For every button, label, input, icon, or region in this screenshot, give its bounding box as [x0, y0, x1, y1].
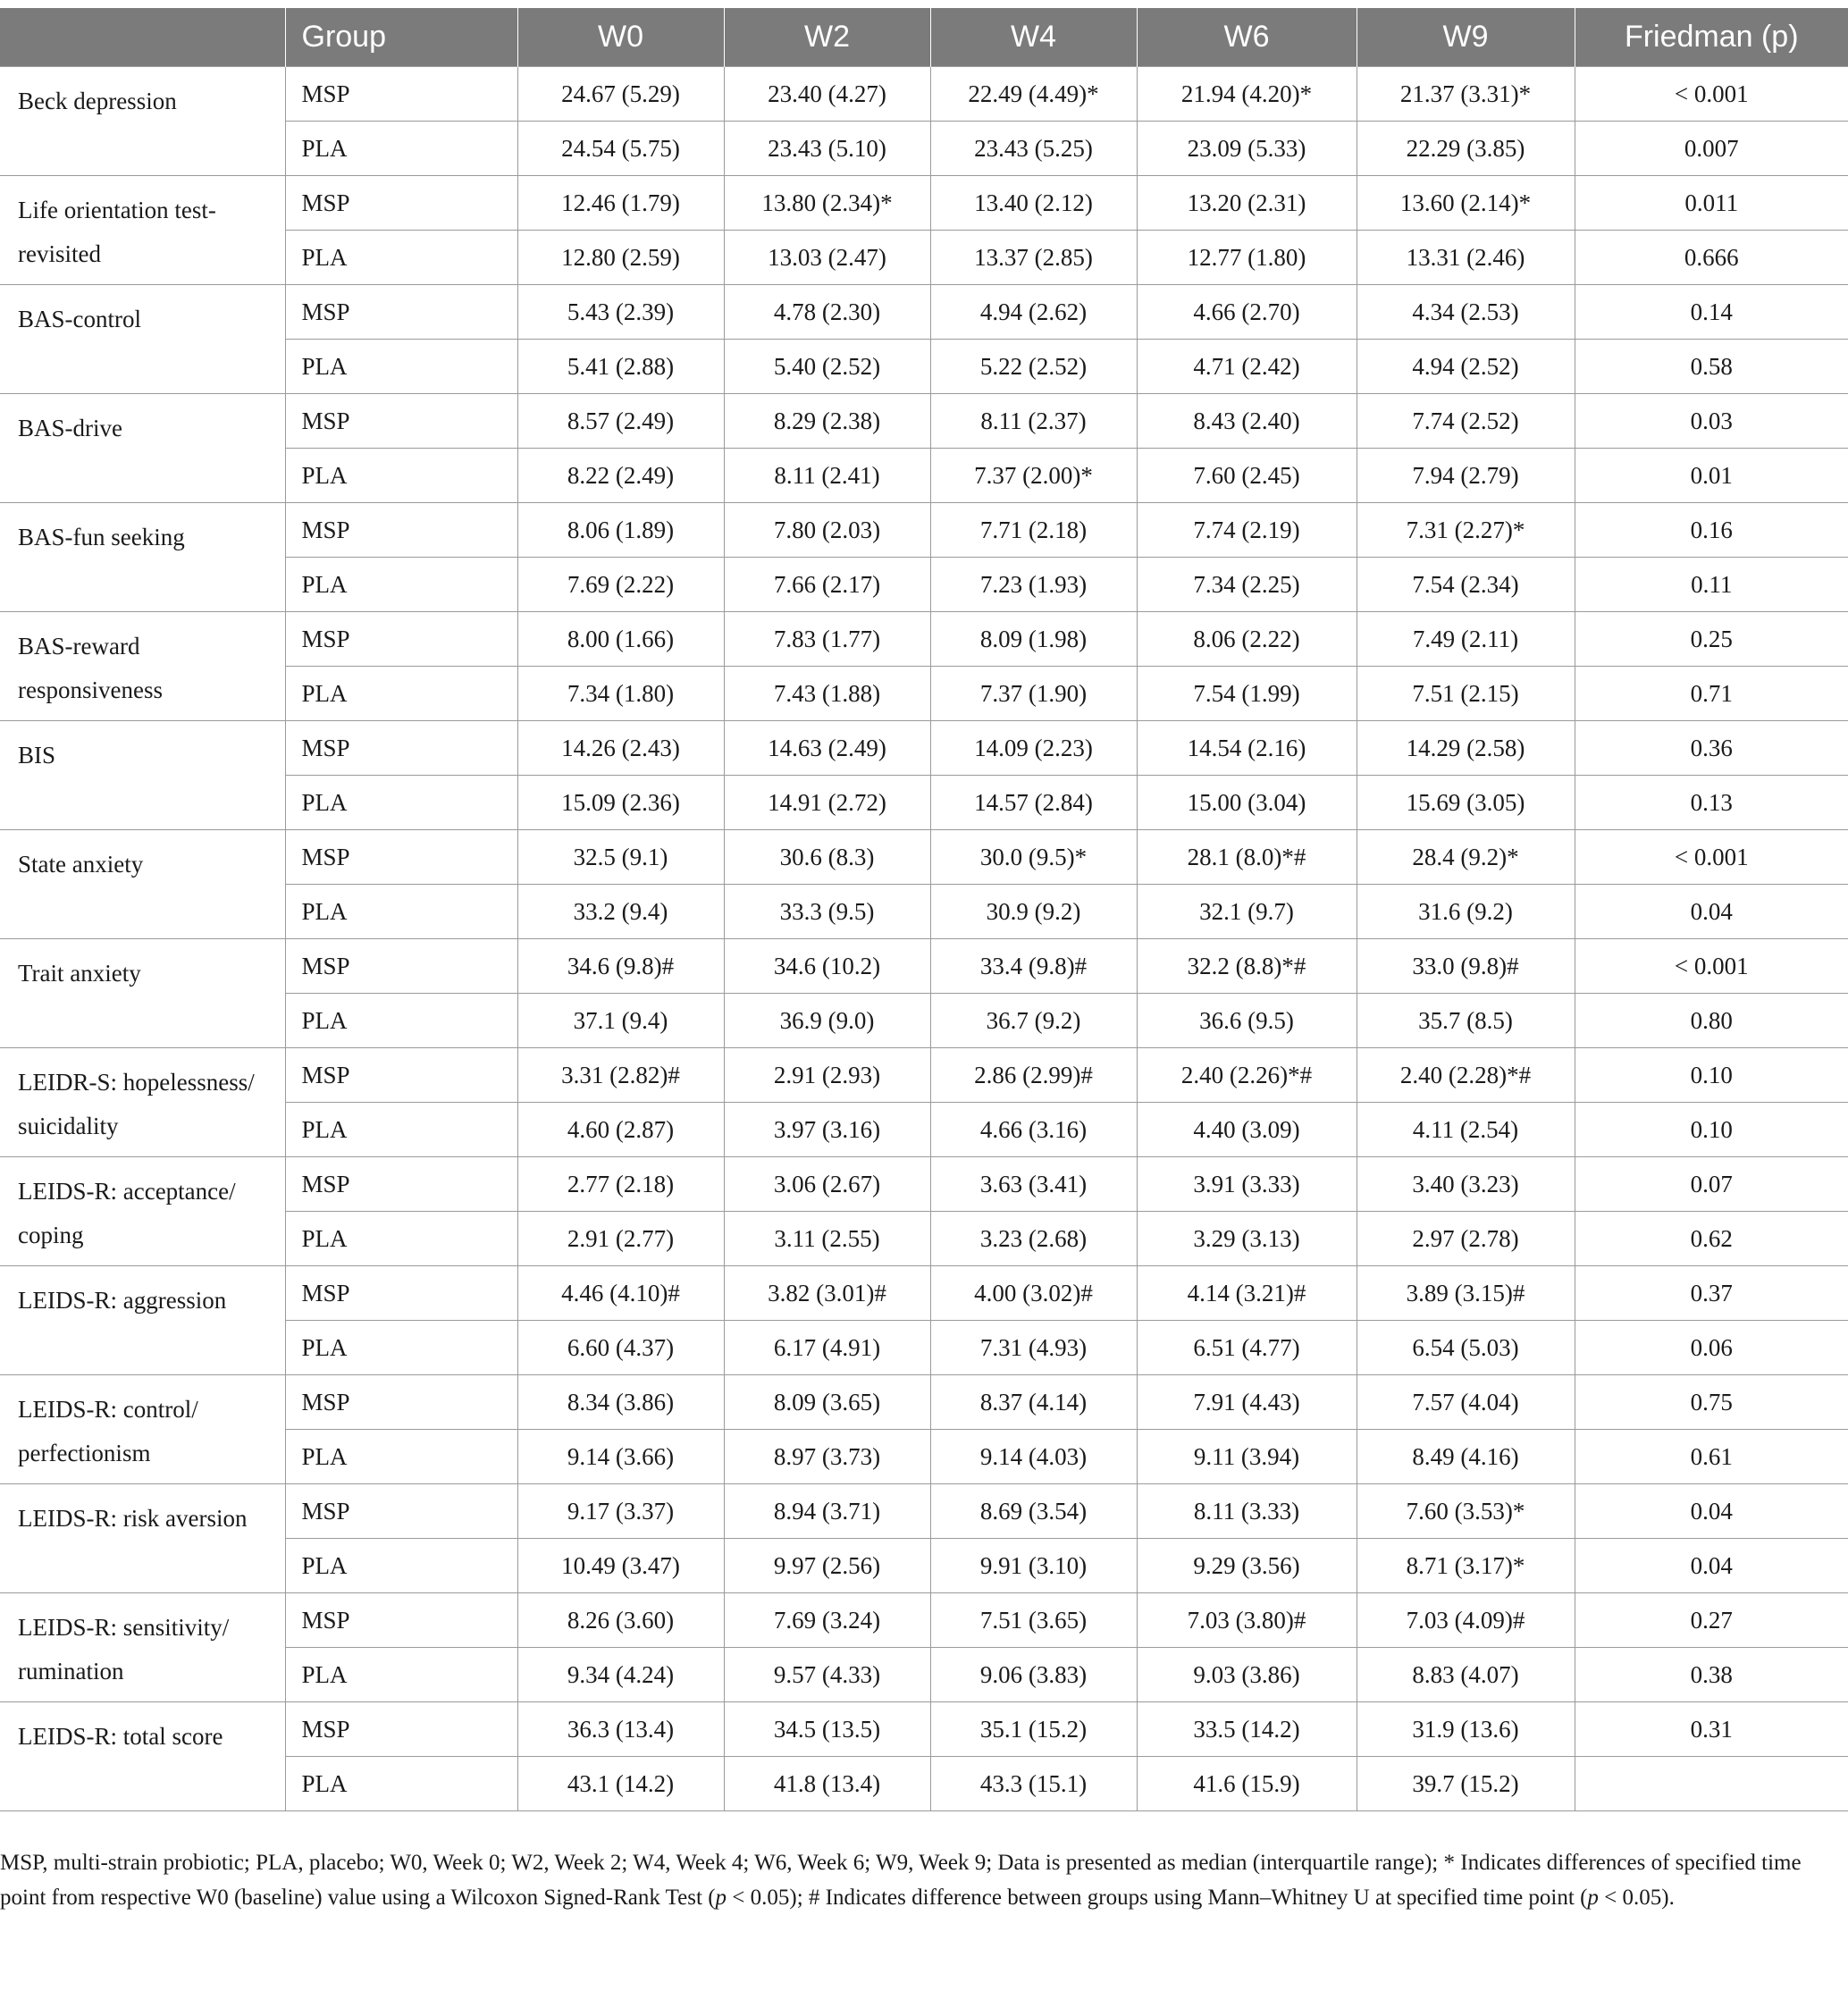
friedman-p-cell: 0.71 — [1575, 667, 1848, 721]
table-row — [0, 67, 1848, 122]
table-row — [0, 612, 1848, 667]
footnote-p-symbol-1: p — [715, 1886, 727, 1910]
value-cell: 8.34 (3.86) — [517, 1375, 724, 1430]
table-row — [0, 285, 1848, 340]
value-cell: 12.46 (1.79) — [517, 176, 724, 231]
value-cell: 7.43 (1.88) — [724, 667, 930, 721]
value-cell: 3.40 (3.23) — [1357, 1157, 1575, 1212]
value-cell: 3.29 (3.13) — [1137, 1212, 1357, 1266]
header-friedman: Friedman (p) — [1575, 8, 1848, 67]
group-label: PLA — [285, 1321, 517, 1375]
group-label: MSP — [285, 394, 517, 449]
group-label: PLA — [285, 776, 517, 830]
value-cell: 2.40 (2.28)*# — [1357, 1048, 1575, 1103]
measure-name: LEIDR-S: hopelessness/ suicidality — [0, 1048, 285, 1157]
value-cell: 14.57 (2.84) — [930, 776, 1137, 830]
friedman-p-cell: 0.13 — [1575, 776, 1848, 830]
group-label: MSP — [285, 1593, 517, 1648]
value-cell: 28.4 (9.2)* — [1357, 830, 1575, 885]
value-cell: 24.54 (5.75) — [517, 122, 724, 176]
friedman-p-cell: 0.31 — [1575, 1702, 1848, 1757]
group-label: MSP — [285, 721, 517, 776]
measure-name: Life orientation test-revisited — [0, 176, 285, 285]
table-row — [0, 1484, 1848, 1539]
value-cell: 7.31 (4.93) — [930, 1321, 1137, 1375]
header-row — [0, 8, 1848, 67]
value-cell: 3.82 (3.01)# — [724, 1266, 930, 1321]
value-cell: 34.6 (10.2) — [724, 939, 930, 994]
footnote-p-symbol-2: p — [1587, 1886, 1599, 1910]
value-cell: 6.17 (4.91) — [724, 1321, 930, 1375]
results-table — [0, 8, 1848, 1811]
friedman-p-cell: 0.27 — [1575, 1593, 1848, 1648]
value-cell: 8.11 (2.41) — [724, 449, 930, 503]
value-cell: 14.91 (2.72) — [724, 776, 930, 830]
value-cell: 8.37 (4.14) — [930, 1375, 1137, 1430]
group-label: PLA — [285, 1212, 517, 1266]
table-row — [0, 1593, 1848, 1648]
measure-name: BAS-fun seeking — [0, 503, 285, 612]
value-cell: 2.77 (2.18) — [517, 1157, 724, 1212]
value-cell: 8.29 (2.38) — [724, 394, 930, 449]
value-cell: 13.80 (2.34)* — [724, 176, 930, 231]
friedman-p-cell: 0.36 — [1575, 721, 1848, 776]
table-body — [0, 67, 1848, 1811]
value-cell: 32.2 (8.8)*# — [1137, 939, 1357, 994]
value-cell: 6.51 (4.77) — [1137, 1321, 1357, 1375]
value-cell: 41.6 (15.9) — [1137, 1757, 1357, 1811]
value-cell: 9.57 (4.33) — [724, 1648, 930, 1702]
group-label: MSP — [285, 1048, 517, 1103]
group-label: PLA — [285, 1539, 517, 1593]
value-cell: 31.6 (9.2) — [1357, 885, 1575, 939]
value-cell: 35.7 (8.5) — [1357, 994, 1575, 1048]
value-cell: 2.40 (2.26)*# — [1137, 1048, 1357, 1103]
group-label: PLA — [285, 1103, 517, 1157]
table-row — [0, 176, 1848, 231]
measure-name: LEIDS-R: aggression — [0, 1266, 285, 1375]
group-label: MSP — [285, 830, 517, 885]
measure-name: LEIDS-R: control/ perfectionism — [0, 1375, 285, 1484]
value-cell: 36.3 (13.4) — [517, 1702, 724, 1757]
measure-name: BAS-reward responsiveness — [0, 612, 285, 721]
value-cell: 8.22 (2.49) — [517, 449, 724, 503]
value-cell: 3.11 (2.55) — [724, 1212, 930, 1266]
friedman-p-cell: 0.07 — [1575, 1157, 1848, 1212]
value-cell: 8.57 (2.49) — [517, 394, 724, 449]
value-cell: 7.91 (4.43) — [1137, 1375, 1357, 1430]
value-cell: 9.97 (2.56) — [724, 1539, 930, 1593]
value-cell: 36.6 (9.5) — [1137, 994, 1357, 1048]
value-cell: 7.34 (1.80) — [517, 667, 724, 721]
value-cell: 7.83 (1.77) — [724, 612, 930, 667]
value-cell: 7.03 (4.09)# — [1357, 1593, 1575, 1648]
measure-name: LEIDS-R: sensitivity/ rumination — [0, 1593, 285, 1702]
value-cell: 2.97 (2.78) — [1357, 1212, 1575, 1266]
table-row — [0, 1375, 1848, 1430]
value-cell: 4.60 (2.87) — [517, 1103, 724, 1157]
footnote-text-1: MSP, multi-strain probiotic; PLA, placebo; W0, Week 0; W2, Week 2; W4, Week 4; W6, Week 6; W9, Week 9; Data is presented as median (interquartile range); * Indicates differences of specified time point from respective W0 (baseline) value using a Wilcoxon Signed-Rank Test ( — [0, 1851, 1802, 1910]
group-label: MSP — [285, 1375, 517, 1430]
group-label: PLA — [285, 1757, 517, 1811]
table-row — [0, 1048, 1848, 1103]
value-cell: 3.31 (2.82)# — [517, 1048, 724, 1103]
value-cell: 2.91 (2.93) — [724, 1048, 930, 1103]
value-cell: 8.11 (2.37) — [930, 394, 1137, 449]
value-cell: 33.5 (14.2) — [1137, 1702, 1357, 1757]
value-cell: 35.1 (15.2) — [930, 1702, 1137, 1757]
value-cell: 12.80 (2.59) — [517, 231, 724, 285]
value-cell: 4.78 (2.30) — [724, 285, 930, 340]
value-cell: 8.09 (1.98) — [930, 612, 1137, 667]
value-cell: 2.91 (2.77) — [517, 1212, 724, 1266]
friedman-p-cell: 0.58 — [1575, 340, 1848, 394]
header-w0: W0 — [517, 8, 724, 67]
value-cell: 3.97 (3.16) — [724, 1103, 930, 1157]
measure-name: LEIDS-R: acceptance/ coping — [0, 1157, 285, 1266]
value-cell: 8.69 (3.54) — [930, 1484, 1137, 1539]
value-cell: 33.3 (9.5) — [724, 885, 930, 939]
measure-name: BAS-control — [0, 285, 285, 394]
friedman-p-cell: 0.666 — [1575, 231, 1848, 285]
measure-name: LEIDS-R: total score — [0, 1702, 285, 1811]
value-cell: 7.51 (3.65) — [930, 1593, 1137, 1648]
value-cell: 32.1 (9.7) — [1137, 885, 1357, 939]
group-label: PLA — [285, 994, 517, 1048]
value-cell: 13.40 (2.12) — [930, 176, 1137, 231]
value-cell: 8.43 (2.40) — [1137, 394, 1357, 449]
value-cell: 43.1 (14.2) — [517, 1757, 724, 1811]
value-cell: 23.43 (5.25) — [930, 122, 1137, 176]
value-cell: 14.09 (2.23) — [930, 721, 1137, 776]
value-cell: 28.1 (8.0)*# — [1137, 830, 1357, 885]
header-measure — [0, 8, 285, 67]
value-cell: 7.66 (2.17) — [724, 558, 930, 612]
footnote-text-2: < 0.05); # Indicates difference between groups using Mann–Whitney U at specified time point ( — [727, 1886, 1588, 1910]
value-cell: 30.9 (9.2) — [930, 885, 1137, 939]
value-cell: 21.94 (4.20)* — [1137, 67, 1357, 122]
friedman-p-cell: 0.16 — [1575, 503, 1848, 558]
value-cell: 14.29 (2.58) — [1357, 721, 1575, 776]
friedman-p-cell: 0.007 — [1575, 122, 1848, 176]
value-cell: 4.94 (2.52) — [1357, 340, 1575, 394]
value-cell: 7.51 (2.15) — [1357, 667, 1575, 721]
value-cell: 5.43 (2.39) — [517, 285, 724, 340]
value-cell: 7.74 (2.52) — [1357, 394, 1575, 449]
value-cell: 8.94 (3.71) — [724, 1484, 930, 1539]
table-row — [0, 721, 1848, 776]
table-row — [0, 830, 1848, 885]
value-cell: 7.71 (2.18) — [930, 503, 1137, 558]
group-label: MSP — [285, 1702, 517, 1757]
value-cell: 6.60 (4.37) — [517, 1321, 724, 1375]
value-cell: 8.83 (4.07) — [1357, 1648, 1575, 1702]
value-cell: 7.69 (3.24) — [724, 1593, 930, 1648]
group-label: MSP — [285, 176, 517, 231]
friedman-p-cell: 0.37 — [1575, 1266, 1848, 1321]
measure-name: LEIDS-R: risk aversion — [0, 1484, 285, 1593]
value-cell: 36.9 (9.0) — [724, 994, 930, 1048]
value-cell: 34.6 (9.8)# — [517, 939, 724, 994]
header-w9: W9 — [1357, 8, 1575, 67]
value-cell: 13.03 (2.47) — [724, 231, 930, 285]
value-cell: 39.7 (15.2) — [1357, 1757, 1575, 1811]
value-cell: 34.5 (13.5) — [724, 1702, 930, 1757]
value-cell: 15.00 (3.04) — [1137, 776, 1357, 830]
value-cell: 13.20 (2.31) — [1137, 176, 1357, 231]
table-row — [0, 503, 1848, 558]
value-cell: 24.67 (5.29) — [517, 67, 724, 122]
friedman-p-cell: < 0.001 — [1575, 830, 1848, 885]
value-cell: 22.29 (3.85) — [1357, 122, 1575, 176]
value-cell: 7.94 (2.79) — [1357, 449, 1575, 503]
table-row — [0, 1702, 1848, 1757]
value-cell: 3.23 (2.68) — [930, 1212, 1137, 1266]
group-label: PLA — [285, 558, 517, 612]
value-cell: 4.00 (3.02)# — [930, 1266, 1137, 1321]
value-cell: 15.09 (2.36) — [517, 776, 724, 830]
value-cell: 7.23 (1.93) — [930, 558, 1137, 612]
value-cell: 8.49 (4.16) — [1357, 1430, 1575, 1484]
group-label: MSP — [285, 67, 517, 122]
header-w6: W6 — [1137, 8, 1357, 67]
value-cell: 9.91 (3.10) — [930, 1539, 1137, 1593]
group-label: PLA — [285, 449, 517, 503]
group-label: PLA — [285, 231, 517, 285]
value-cell: 5.41 (2.88) — [517, 340, 724, 394]
group-label: MSP — [285, 1157, 517, 1212]
value-cell: 9.34 (4.24) — [517, 1648, 724, 1702]
header-w2: W2 — [724, 8, 930, 67]
value-cell: 6.54 (5.03) — [1357, 1321, 1575, 1375]
group-label: MSP — [285, 285, 517, 340]
value-cell: 21.37 (3.31)* — [1357, 67, 1575, 122]
friedman-p-cell — [1575, 1757, 1848, 1811]
header-w4: W4 — [930, 8, 1137, 67]
value-cell: 9.03 (3.86) — [1137, 1648, 1357, 1702]
friedman-p-cell: < 0.001 — [1575, 939, 1848, 994]
value-cell: 23.43 (5.10) — [724, 122, 930, 176]
group-label: PLA — [285, 340, 517, 394]
value-cell: 30.6 (8.3) — [724, 830, 930, 885]
group-label: PLA — [285, 667, 517, 721]
table-footnote — [0, 1845, 1841, 1915]
value-cell: 33.2 (9.4) — [517, 885, 724, 939]
measure-name: State anxiety — [0, 830, 285, 939]
value-cell: 8.00 (1.66) — [517, 612, 724, 667]
value-cell: 3.63 (3.41) — [930, 1157, 1137, 1212]
value-cell: 9.06 (3.83) — [930, 1648, 1137, 1702]
value-cell: 23.09 (5.33) — [1137, 122, 1357, 176]
value-cell: 7.49 (2.11) — [1357, 612, 1575, 667]
value-cell: 13.31 (2.46) — [1357, 231, 1575, 285]
group-label: MSP — [285, 1484, 517, 1539]
value-cell: 14.54 (2.16) — [1137, 721, 1357, 776]
value-cell: 31.9 (13.6) — [1357, 1702, 1575, 1757]
value-cell: 7.54 (1.99) — [1137, 667, 1357, 721]
header-group: Group — [285, 8, 517, 67]
value-cell: 9.17 (3.37) — [517, 1484, 724, 1539]
value-cell: 7.31 (2.27)* — [1357, 503, 1575, 558]
value-cell: 5.40 (2.52) — [724, 340, 930, 394]
group-label: PLA — [285, 1430, 517, 1484]
value-cell: 9.11 (3.94) — [1137, 1430, 1357, 1484]
friedman-p-cell: 0.06 — [1575, 1321, 1848, 1375]
friedman-p-cell: 0.10 — [1575, 1103, 1848, 1157]
friedman-p-cell: 0.80 — [1575, 994, 1848, 1048]
measure-name: BAS-drive — [0, 394, 285, 503]
value-cell: 43.3 (15.1) — [930, 1757, 1137, 1811]
friedman-p-cell: 0.04 — [1575, 1539, 1848, 1593]
value-cell: 4.66 (3.16) — [930, 1103, 1137, 1157]
value-cell: 2.86 (2.99)# — [930, 1048, 1137, 1103]
value-cell: 4.46 (4.10)# — [517, 1266, 724, 1321]
value-cell: 7.57 (4.04) — [1357, 1375, 1575, 1430]
friedman-p-cell: 0.38 — [1575, 1648, 1848, 1702]
value-cell: 37.1 (9.4) — [517, 994, 724, 1048]
value-cell: 8.11 (3.33) — [1137, 1484, 1357, 1539]
friedman-p-cell: 0.25 — [1575, 612, 1848, 667]
value-cell: 9.14 (3.66) — [517, 1430, 724, 1484]
friedman-p-cell: 0.03 — [1575, 394, 1848, 449]
friedman-p-cell: 0.011 — [1575, 176, 1848, 231]
value-cell: 4.40 (3.09) — [1137, 1103, 1357, 1157]
value-cell: 7.37 (2.00)* — [930, 449, 1137, 503]
value-cell: 4.14 (3.21)# — [1137, 1266, 1357, 1321]
value-cell: 33.0 (9.8)# — [1357, 939, 1575, 994]
group-label: MSP — [285, 503, 517, 558]
friedman-p-cell: 0.10 — [1575, 1048, 1848, 1103]
table-row — [0, 1266, 1848, 1321]
group-label: MSP — [285, 612, 517, 667]
value-cell: 7.54 (2.34) — [1357, 558, 1575, 612]
value-cell: 3.89 (3.15)# — [1357, 1266, 1575, 1321]
value-cell: 15.69 (3.05) — [1357, 776, 1575, 830]
table-row — [0, 394, 1848, 449]
value-cell: 7.69 (2.22) — [517, 558, 724, 612]
friedman-p-cell: 0.75 — [1575, 1375, 1848, 1430]
group-label: MSP — [285, 1266, 517, 1321]
group-label: MSP — [285, 939, 517, 994]
value-cell: 4.66 (2.70) — [1137, 285, 1357, 340]
value-cell: 3.91 (3.33) — [1137, 1157, 1357, 1212]
value-cell: 4.34 (2.53) — [1357, 285, 1575, 340]
value-cell: 30.0 (9.5)* — [930, 830, 1137, 885]
value-cell: 13.37 (2.85) — [930, 231, 1137, 285]
value-cell: 8.09 (3.65) — [724, 1375, 930, 1430]
value-cell: 4.71 (2.42) — [1137, 340, 1357, 394]
value-cell: 7.60 (2.45) — [1137, 449, 1357, 503]
value-cell: 8.26 (3.60) — [517, 1593, 724, 1648]
friedman-p-cell: 0.11 — [1575, 558, 1848, 612]
measure-name: Trait anxiety — [0, 939, 285, 1048]
value-cell: 7.34 (2.25) — [1137, 558, 1357, 612]
group-label: PLA — [285, 1648, 517, 1702]
value-cell: 13.60 (2.14)* — [1357, 176, 1575, 231]
friedman-p-cell: 0.62 — [1575, 1212, 1848, 1266]
value-cell: 22.49 (4.49)* — [930, 67, 1137, 122]
value-cell: 9.14 (4.03) — [930, 1430, 1137, 1484]
value-cell: 7.80 (2.03) — [724, 503, 930, 558]
measure-name: Beck depression — [0, 67, 285, 176]
value-cell: 7.37 (1.90) — [930, 667, 1137, 721]
value-cell: 41.8 (13.4) — [724, 1757, 930, 1811]
value-cell: 23.40 (4.27) — [724, 67, 930, 122]
value-cell: 10.49 (3.47) — [517, 1539, 724, 1593]
value-cell: 4.11 (2.54) — [1357, 1103, 1575, 1157]
value-cell: 8.97 (3.73) — [724, 1430, 930, 1484]
value-cell: 14.26 (2.43) — [517, 721, 724, 776]
table-row — [0, 939, 1848, 994]
value-cell: 12.77 (1.80) — [1137, 231, 1357, 285]
value-cell: 8.71 (3.17)* — [1357, 1539, 1575, 1593]
value-cell: 9.29 (3.56) — [1137, 1539, 1357, 1593]
friedman-p-cell: 0.61 — [1575, 1430, 1848, 1484]
measure-name: BIS — [0, 721, 285, 830]
value-cell: 7.03 (3.80)# — [1137, 1593, 1357, 1648]
value-cell: 8.06 (1.89) — [517, 503, 724, 558]
table-row — [0, 1157, 1848, 1212]
friedman-p-cell: 0.01 — [1575, 449, 1848, 503]
value-cell: 5.22 (2.52) — [930, 340, 1137, 394]
value-cell: 36.7 (9.2) — [930, 994, 1137, 1048]
value-cell: 7.60 (3.53)* — [1357, 1484, 1575, 1539]
value-cell: 8.06 (2.22) — [1137, 612, 1357, 667]
value-cell: 7.74 (2.19) — [1137, 503, 1357, 558]
friedman-p-cell: 0.04 — [1575, 1484, 1848, 1539]
value-cell: 32.5 (9.1) — [517, 830, 724, 885]
friedman-p-cell: 0.04 — [1575, 885, 1848, 939]
value-cell: 4.94 (2.62) — [930, 285, 1137, 340]
friedman-p-cell: 0.14 — [1575, 285, 1848, 340]
value-cell: 3.06 (2.67) — [724, 1157, 930, 1212]
value-cell: 14.63 (2.49) — [724, 721, 930, 776]
value-cell: 33.4 (9.8)# — [930, 939, 1137, 994]
group-label: PLA — [285, 885, 517, 939]
footnote-text-3: < 0.05). — [1598, 1886, 1675, 1910]
group-label: PLA — [285, 122, 517, 176]
friedman-p-cell: < 0.001 — [1575, 67, 1848, 122]
